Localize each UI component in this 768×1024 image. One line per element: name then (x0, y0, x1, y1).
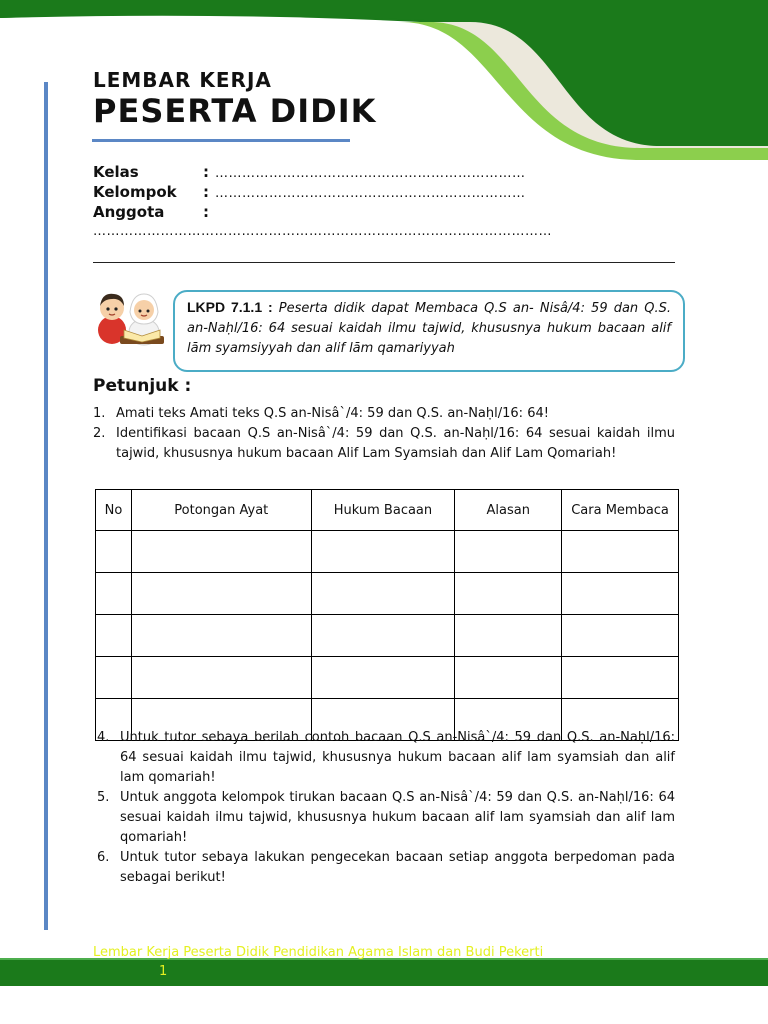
table-cell[interactable] (562, 573, 679, 615)
col-header-potongan-ayat: Potongan Ayat (131, 490, 311, 531)
field-colon: : (203, 203, 209, 221)
table-cell[interactable] (562, 657, 679, 699)
field-dots: …………………………………………………………… (215, 166, 526, 181)
table-cell[interactable] (455, 531, 562, 573)
instruction-list-top (93, 404, 675, 464)
footer-text: Lembar Kerja Peserta Didik Pendidikan Agama Islam dan Budi Pekerti (93, 945, 544, 960)
title-underline (92, 139, 350, 142)
lkpd-objective-box (173, 290, 685, 372)
table-cell[interactable] (131, 657, 311, 699)
table-cell[interactable] (131, 615, 311, 657)
field-kelompok (93, 182, 526, 202)
table-cell[interactable] (96, 615, 132, 657)
list-item (93, 424, 675, 464)
table-row (96, 573, 679, 615)
step-text: Untuk anggota kelompok tirukan bacaan Q.S an-Nisâ`/4: 59 dan Q.S. an-Naḥl/16: 64 sesuai kaidah ilmu tajwid, khususnya hukum bacaan alif lam syamsiah dan alif lam qomariah! (120, 790, 675, 845)
step-number: 4. (97, 730, 110, 745)
col-header-cara-membaca: Cara Membaca (562, 490, 679, 531)
field-anggota (93, 202, 215, 222)
table-row (96, 531, 679, 573)
table-header-row (96, 490, 679, 531)
field-colon: : (203, 183, 209, 201)
step-number: 5. (97, 790, 110, 805)
footer-bar (0, 958, 768, 986)
col-header-no: No (96, 490, 132, 531)
instruction-list-bottom (97, 728, 675, 888)
table-row (96, 615, 679, 657)
step-text: Identifikasi bacaan Q.S an-Nisâ`/4: 59 dan Q.S. an-Naḥl/16: 64 sesuai kaidah ilmu tajwid, khususnya hukum bacaan Alif Lam Syamsiah dan Alif Lam Qomariah! (116, 426, 675, 461)
table-cell[interactable] (311, 657, 455, 699)
horizontal-rule (93, 262, 675, 263)
field-label: Anggota (93, 203, 165, 221)
field-dots: …………………………………………………………… (215, 186, 526, 201)
field-kelas (93, 162, 526, 182)
table-cell[interactable] (96, 531, 132, 573)
lkpd-text: Peserta didik dapat Membaca Q.S an- Nisâ/4: 59 dan Q.S. an-Naḥl/16: 64 sesuai kaidah ilmu tajwid, khususnya hukum bacaan alif lām syamsiyyah dan alif lām qamariyyah (187, 301, 671, 356)
anggota-dotted-line: ………………………………………………………………………………………… (93, 224, 552, 239)
table-cell[interactable] (562, 531, 679, 573)
step-text: Untuk tutor sebaya berilah contoh bacaan Q.S an-Nisâ`/4: 59 dan Q.S. an-Naḥl/16: 64 sesuai kaidah ilmu tajwid, khususnya hukum bacaan alif lam syamsiah dan alif lam qomariah! (120, 730, 675, 785)
step-number: 2. (93, 426, 106, 441)
step-number: 6. (97, 850, 110, 865)
field-colon: : (203, 163, 209, 181)
col-header-hukum-bacaan: Hukum Bacaan (311, 490, 455, 531)
table-row (96, 657, 679, 699)
kids-reading-icon (92, 286, 172, 348)
title-line-2: PESERTA DIDIK (93, 92, 377, 130)
worksheet-table (95, 489, 679, 741)
field-label: Kelas (93, 163, 139, 181)
list-item (97, 728, 675, 788)
table-cell[interactable] (311, 615, 455, 657)
table-cell[interactable] (131, 531, 311, 573)
table-cell[interactable] (131, 573, 311, 615)
petunjuk-heading: Petunjuk : (93, 376, 192, 396)
col-header-alasan: Alasan (455, 490, 562, 531)
table-cell[interactable] (455, 657, 562, 699)
list-item (97, 788, 675, 848)
list-item (97, 848, 675, 888)
left-margin-line (44, 82, 48, 930)
table-cell[interactable] (96, 657, 132, 699)
page-number: 1 (159, 964, 168, 979)
table-cell[interactable] (311, 573, 455, 615)
table-cell[interactable] (311, 531, 455, 573)
table-cell[interactable] (455, 573, 562, 615)
table-cell[interactable] (562, 615, 679, 657)
step-number: 1. (93, 406, 106, 421)
step-text: Amati teks Amati teks Q.S an-Nisâ`/4: 59 dan Q.S. an-Naḥl/16: 64! (116, 406, 549, 421)
title-line-1: LEMBAR KERJA (93, 68, 272, 92)
list-item (93, 404, 675, 424)
table-cell[interactable] (455, 615, 562, 657)
step-text: Untuk tutor sebaya lakukan pengecekan bacaan setiap anggota berpedoman pada sebagai berikut! (120, 850, 675, 885)
lkpd-label: LKPD 7.1.1 : (187, 299, 273, 315)
table-cell[interactable] (96, 573, 132, 615)
field-label: Kelompok (93, 183, 177, 201)
